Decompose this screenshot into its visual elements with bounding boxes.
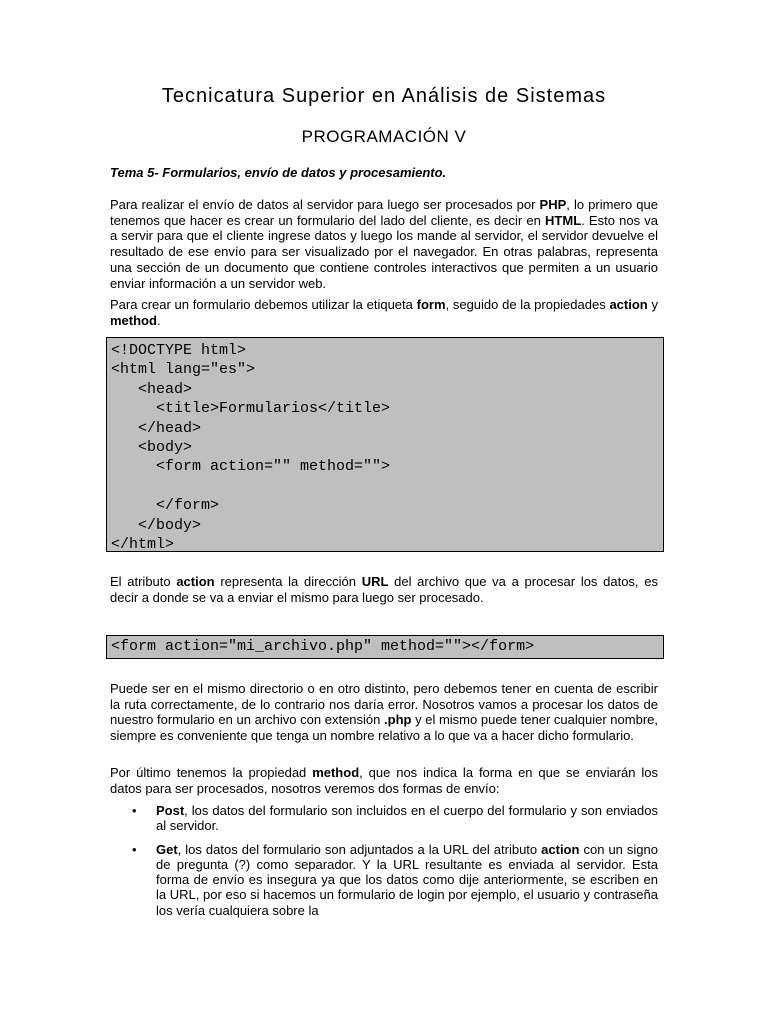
text-run: y el mismo puede tener cualquier nombre, siempre es conveniente que tenga un nombre relativo a lo que va a hacer dicho formulario. — [110, 712, 658, 744]
code-line: </html> — [111, 535, 175, 553]
method-paragraph — [110, 765, 658, 796]
text-run: , seguido de la propiedades — [445, 297, 610, 312]
action-paragraph — [110, 574, 658, 605]
form-code-example: <form action="mi_archivo.php" method=""></form> — [106, 635, 664, 659]
bullet-icon: • — [132, 841, 137, 857]
topic-heading: Tema 5- Formularios, envío de datos y procesamiento. — [110, 165, 447, 180]
text-run: , los datos del formulario son adjuntados a la URL del atributo — [177, 841, 542, 857]
code-line: <title>Formularios</title> — [111, 400, 391, 418]
bold-term: HTML — [545, 212, 582, 228]
text-run: representa la dirección — [214, 574, 362, 589]
code-line: <form action="" method=""> — [111, 458, 391, 476]
code-line: <html lang="es"> — [111, 361, 256, 379]
code-line: </body> — [111, 516, 202, 534]
text-run: y — [647, 297, 658, 312]
text-run: del archivo que va a procesar los datos, es decir a donde se va a enviar el mismo para luego ser procesado. — [110, 574, 658, 605]
code-line: <!DOCTYPE html> — [111, 342, 247, 359]
bullet-icon: • — [132, 803, 137, 818]
text-run: Por último tenemos la propiedad — [110, 765, 313, 780]
bold-term: PHP — [539, 197, 567, 212]
bold-term: action — [541, 841, 580, 857]
bold-term: method — [110, 312, 157, 328]
text-run: Para crear un formulario debemos utilizar la etiqueta — [110, 297, 417, 312]
bold-term: method — [312, 765, 360, 780]
text-run: Puede ser en el mismo directorio o en otro distinto, pero debemos tener en cuenta de escribir la ruta correctamente, de lo contrario nos daría error. Nosotros vamos a procesar los datos de nuestro formulario en un archivo con extensión — [110, 681, 658, 728]
text-run: , los datos del formulario son incluidos en el cuerpo del formulario y son enviados al servidor. — [156, 803, 658, 834]
text-run: . — [156, 312, 161, 328]
course-subtitle: PROGRAMACIÓN V — [301, 127, 467, 146]
code-line: <body> — [111, 438, 193, 456]
html-code-block — [106, 337, 664, 552]
bold-term: .php — [384, 712, 412, 728]
text-run: El atributo — [110, 574, 177, 589]
intro-paragraph — [110, 197, 658, 291]
list-item-post — [110, 803, 658, 834]
code-line — [111, 477, 659, 496]
text-run: , lo primero que tenemos que hacer es crear un formulario del lado del cliente, es decir en — [110, 197, 658, 228]
code-line: </head> — [111, 419, 202, 437]
bold-term: Get — [156, 841, 178, 857]
bold-term: action — [609, 297, 648, 312]
form-tag-paragraph — [110, 297, 658, 328]
bold-term: form — [416, 297, 446, 312]
method-list — [110, 803, 658, 926]
bold-term: action — [176, 574, 215, 589]
text-run: con un signo de pregunta (?) como separador. Y la URL resultante es enviada al servidor. Esta forma de envío es insegura ya que los datos como dije anteriormente, se escriben en la URL, por eso si hacemos un formulario de login por ejemplo, el usuario y contraseña los vería cualquiera sobre la — [156, 841, 658, 918]
bold-term: URL — [361, 574, 389, 589]
text-run: . Esto nos va a servir para que el cliente ingrese datos y luego los mande al servidor, el servidor devuelve el resultado de ese envío para ser visualizado por el navegador. En otras palabras, representa una sección de un documento que contiene controles interactivos que permiten a un usuario enviar información a un servidor web. — [110, 212, 658, 291]
document-title: Tecnicatura Superior en Análisis de Sistemas — [161, 85, 607, 107]
text-run: Para realizar el envío de datos al servidor para luego ser procesados por — [110, 197, 540, 212]
directory-paragraph — [110, 681, 658, 744]
code-line: <head> — [111, 380, 193, 398]
list-item-get — [110, 842, 658, 918]
code-line: </form> — [111, 497, 220, 515]
text-run: , que nos indica la forma en que se enviarán los datos para ser procesados, nosotros veremos dos formas de envío: — [110, 765, 659, 796]
bold-term: Post — [156, 803, 185, 818]
